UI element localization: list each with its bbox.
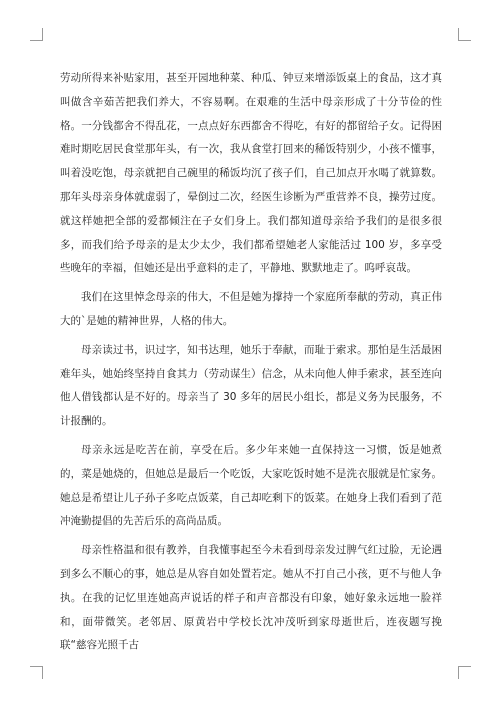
document-body (60, 67, 442, 658)
paragraph-2: 我们在这里悼念母亲的伟大，不但是她为撑持一个家庭所奉献的劳动，真正伟大的`是她的精神世界，人格的伟大。 (60, 291, 442, 327)
paragraph-5: 母亲性格温和很有教养，自我懂事起至今未看到母亲发过脾气红过脸，无论遇到多么不顺心的事，她总是从容自如处置若定。她从不打自己小孩，更不与他人争执。在我的记忆里连她高声说话的样子和声音都没有印象，她好象永远地一脸祥和，面带微笑。老邻居、原黄岩中学校长沈冲茂听到家母逝世后，连夜题写挽联“慈容光照千古 (60, 544, 442, 652)
paragraph-4: 母亲永远是吃苦在前，享受在后。多少年来她一直保持这一习惯，饭是她煮的，菜是她烧的，但她总是最后一个吃饭，大家吃饭时她不是洗衣服就是忙家务。她总是希望让儿子孙子多吃点饭菜，自己却吃剩下的饭菜。在她身上我们看到了范冲淹勤提倡的先苦后乐的高尚品质。 (60, 443, 442, 528)
crop-mark-top-left (30, 28, 43, 41)
crop-mark-top-right (458, 28, 471, 41)
crop-mark-bottom-left (30, 666, 43, 679)
paragraph-3: 母亲读过书，识过字，知书达理，她乐于奉献，而耻于索求。那怕是生活最困难年头，她始终坚持自食其力（劳动谋生）信念，从未向他人伸手索求，甚至连向他人借钱都认是不好的。母亲当了 30 多年的居民小组长，都是义务为民服务，不计报酬的。 (60, 343, 442, 428)
paragraph-1: 劳动所得来补贴家用，甚至开园地种菜、种瓜、钟豆来增添饭桌上的食品，这才真叫做含辛茹苦把我们养大，不容易啊。在艰难的生活中母亲形成了十分节俭的性格。一分钱都舍不得乱花，一点点好东西都舍不得吃，有好的都留给子女。记得困难时期吃居民食堂那年头，有一次，我从食堂打回来的稀饭特别少，小孩不懂事，叫着没吃饱，母亲就把自己碗里的稀饭均沉了孩子们，自己加点开水喝了就算数。那年头母亲身体就虚弱了，晕倒过二次，经医生诊断为严重营养不良，操劳过度。就这样她把全部的爱都倾注在子女们身上。我们都知道母亲给予我们的是很多很多，而我们给予母亲的是太少太少，我们都希望她老人家能活过 100 岁，多享受些晚年的幸福，但她还是出乎意料的走了，平静地、默默地走了。呜呼哀哉。 (60, 72, 442, 275)
crop-mark-bottom-right (458, 666, 471, 679)
